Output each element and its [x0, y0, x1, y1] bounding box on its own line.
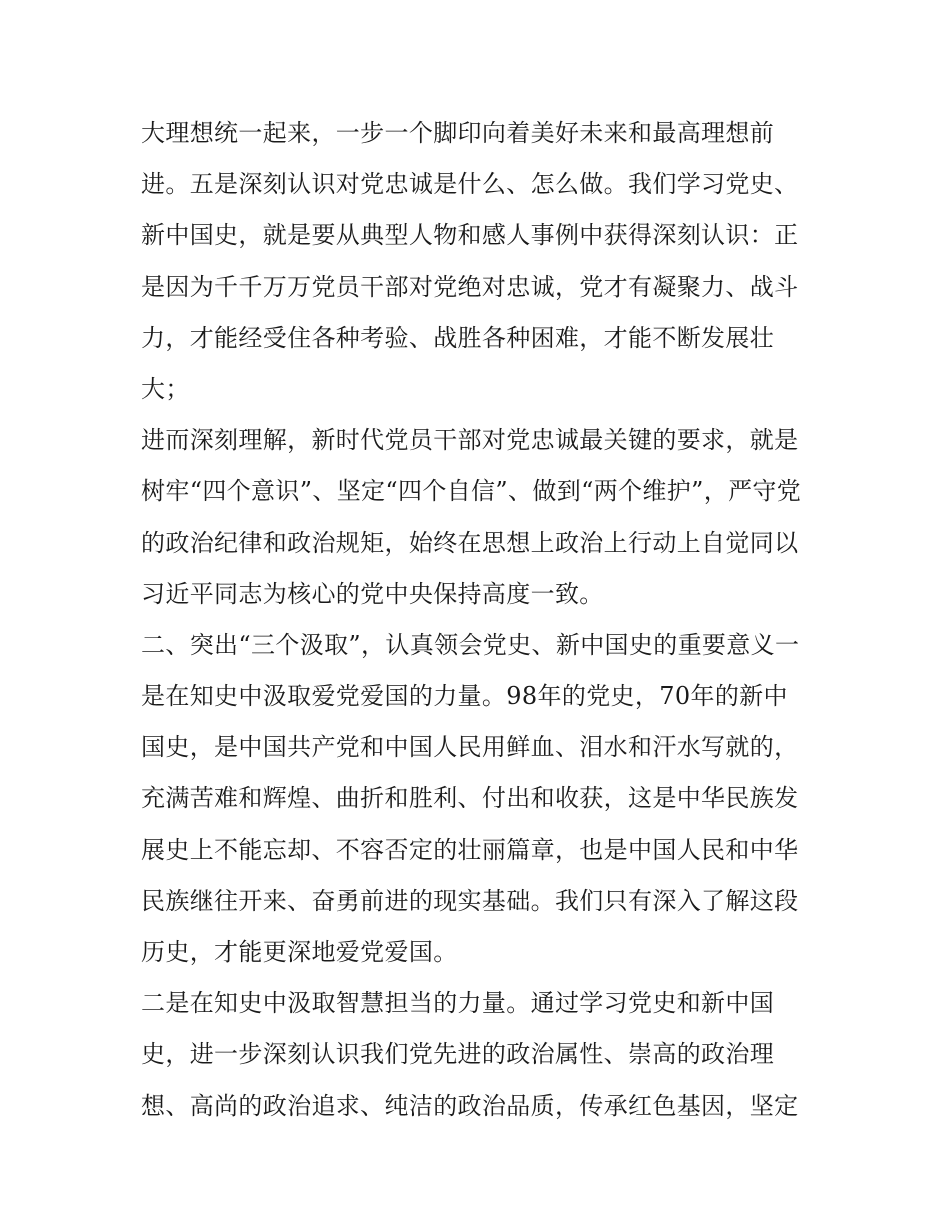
text-line: 的政治纪律和政治规矩，始终在思想上政治上行动上自觉同以 [141, 528, 799, 557]
text-line: 是因为千千万万党员干部对党绝对忠诚，党才有凝聚力、战斗 [141, 272, 799, 301]
text-line: 进。五是深刻认识对党忠诚是什么、怎么做。我们学习党史、 [141, 170, 799, 199]
text-line: 二是在知史中汲取智慧担当的力量。通过学习党史和新中国 [141, 989, 775, 1018]
text-line: 进而深刻理解，新时代党员干部对党忠诚最关键的要求，就是 [141, 426, 799, 455]
text-line: 民族继往开来、奋勇前进的现实基础。我们只有深入了解这段 [141, 886, 799, 915]
text-line: 二、突出“三个汲取”，认真领会党史、新中国史的重要意义一 [141, 630, 800, 659]
text-line: 新中国史，就是要从典型人物和感人事例中获得深刻认识：正 [141, 221, 799, 250]
text-line: 史，进一步深刻认识我们党先进的政治属性、崇高的政治理 [141, 1040, 775, 1069]
text-line: 大理想统一起来，一步一个脚印向着美好未来和最高理想前 [141, 119, 775, 147]
text-line: 大； [141, 374, 190, 403]
text-line: 习近平同志为核心的党中央保持高度一致。 [141, 579, 604, 608]
text-line: 力，才能经受住各种考验、战胜各种困难，才能不断发展壮 [141, 323, 775, 352]
text-line: 是在知史中汲取爱党爱国的力量。98年的党史，70年的新中 [141, 682, 788, 711]
text-line: 国史，是中国共产党和中国人民用鲜血、泪水和汗水写就的， [141, 733, 799, 762]
text-line: 历史，才能更深地爱党爱国。 [141, 938, 458, 966]
text-line: 树牢“四个意识”、坚定“四个自信”、做到“两个维护”，严守党 [141, 477, 802, 506]
document-body [141, 108, 821, 1132]
text-line: 想、高尚的政治追求、纯洁的政治品质，传承红色基因，坚定 [141, 1091, 799, 1120]
text-line: 展史上不能忘却、不容否定的壮丽篇章，也是中国人民和中华 [141, 835, 799, 864]
text-line: 充满苦难和辉煌、曲折和胜利、付出和收获，这是中华民族发 [141, 784, 799, 813]
